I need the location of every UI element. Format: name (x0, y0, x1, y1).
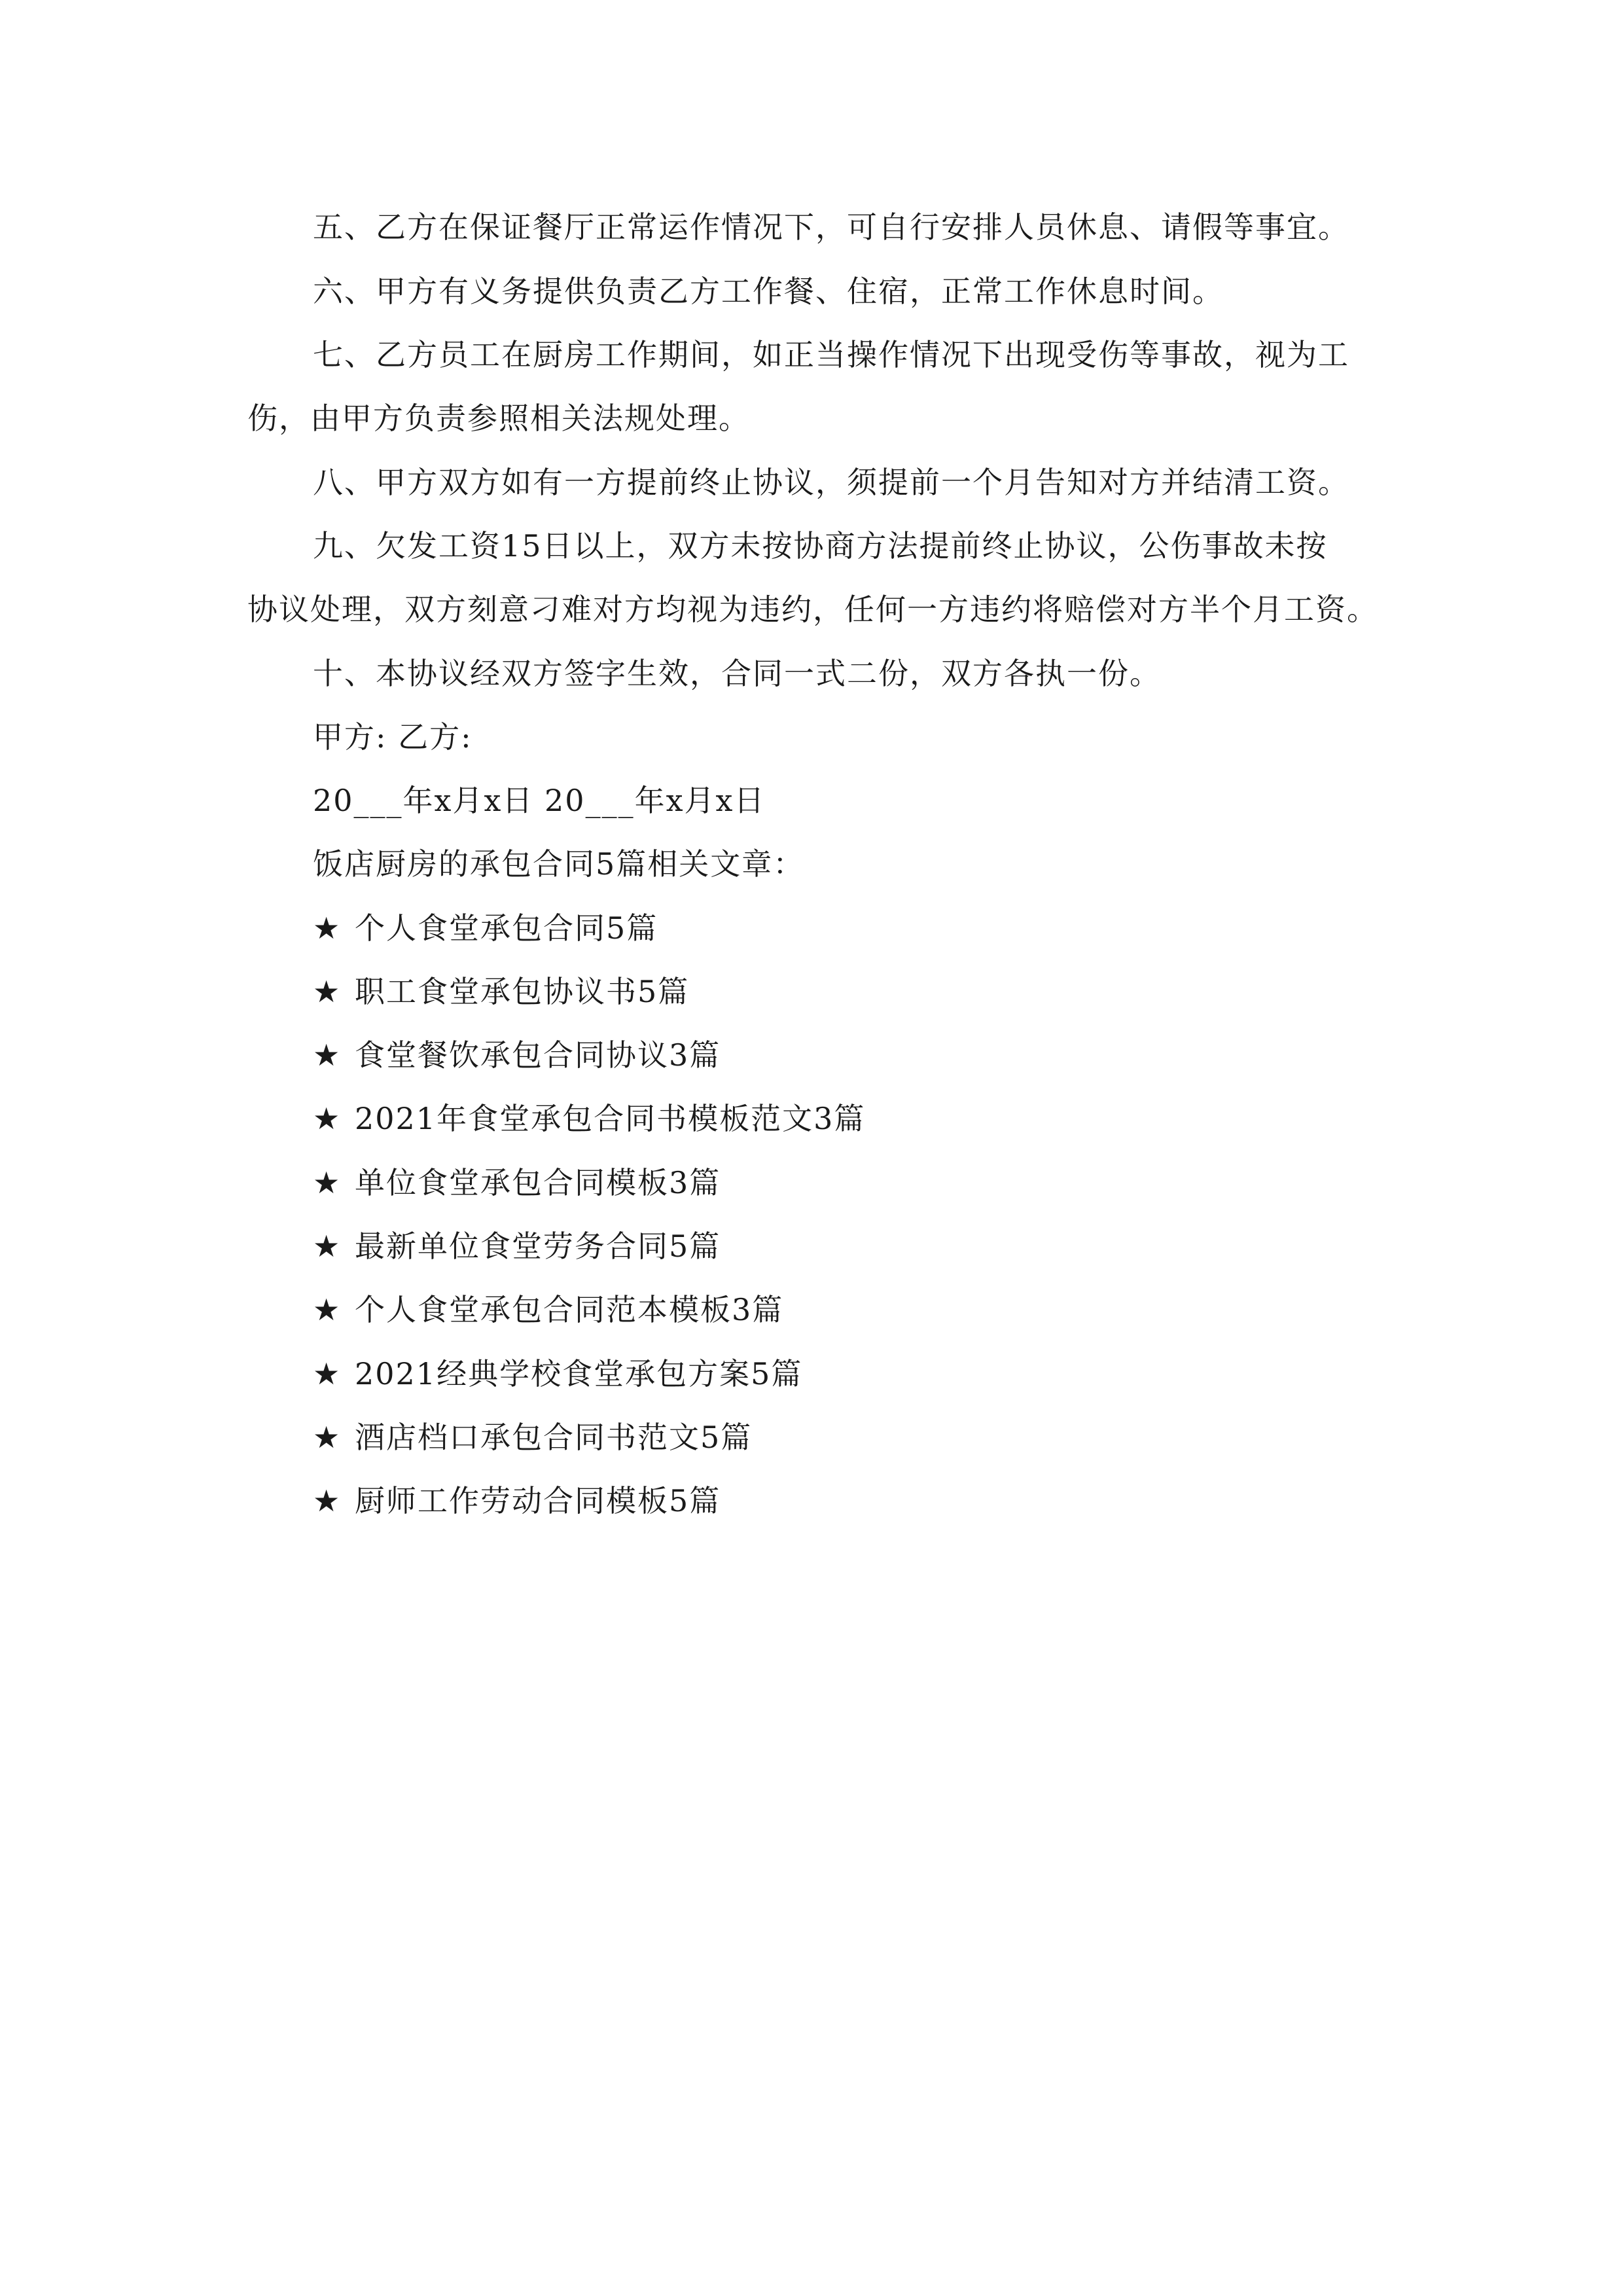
date-line: 20___年x月x日 20___年x月x日 (313, 783, 766, 818)
related-article-link[interactable] (313, 974, 690, 1009)
clause-10: 十、本协议经双方签字生效，合同一式二份，双方各执一份。 (313, 656, 1161, 691)
related-article-title: 食堂餐饮承包合同协议3篇 (355, 1037, 721, 1073)
related-article-title: 职工食堂承包协议书5篇 (355, 974, 690, 1009)
star-icon: ★ (313, 974, 342, 1009)
star-icon: ★ (313, 1420, 342, 1455)
related-article-link[interactable] (313, 1037, 721, 1073)
related-article-title: 酒店档口承包合同书范文5篇 (355, 1420, 753, 1455)
related-article-title: 厨师工作劳动合同模板5篇 (355, 1483, 721, 1518)
clause-7-line-1: 七、乙方员工在厨房工作期间，如正当操作情况下出现受伤等事故，视为工 (313, 337, 1349, 372)
signature-line: 甲方: 乙方: (313, 719, 473, 755)
star-icon: ★ (313, 1356, 342, 1391)
clause-8: 八、甲方双方如有一方提前终止协议，须提前一个月告知对方并结清工资。 (313, 465, 1349, 500)
related-article-link[interactable] (313, 1356, 803, 1391)
clause-6: 六、甲方有义务提供负责乙方工作餐、住宿，正常工作休息时间。 (313, 274, 1224, 309)
related-article-link[interactable] (313, 1483, 721, 1518)
star-icon: ★ (313, 1292, 342, 1327)
related-article-title: 2021经典学校食堂承包方案5篇 (355, 1356, 803, 1391)
related-article-title: 2021年食堂承包合同书模板范文3篇 (355, 1101, 866, 1136)
related-article-link[interactable] (313, 1420, 753, 1455)
related-article-link[interactable] (313, 1165, 721, 1200)
clause-5: 五、乙方在保证餐厅正常运作情况下，可自行安排人员休息、请假等事宜。 (313, 209, 1349, 245)
star-icon: ★ (313, 910, 342, 946)
star-icon: ★ (313, 1037, 342, 1073)
related-article-link[interactable] (313, 1292, 784, 1327)
clause-9-line-1: 九、欠发工资15日以上，双方未按协商方法提前终止协议，公伤事故未按 (313, 528, 1328, 564)
related-articles-heading: 饭店厨房的承包合同5篇相关文章： (313, 846, 805, 882)
related-article-link[interactable] (313, 1229, 721, 1264)
related-article-title: 最新单位食堂劳务合同5篇 (355, 1229, 721, 1264)
related-article-link[interactable] (313, 910, 658, 946)
clause-9-line-2: 协议处理，双方刻意刁难对方均视为违约，任何一方违约将赔偿对方半个月工资。 (247, 592, 1378, 627)
related-article-title: 单位食堂承包合同模板3篇 (355, 1165, 721, 1200)
clause-7-line-2: 伤，由甲方负责参照相关法规处理。 (247, 401, 750, 436)
related-article-link[interactable] (313, 1103, 865, 1134)
star-icon: ★ (313, 1165, 342, 1200)
star-icon: ★ (313, 1483, 342, 1518)
star-icon: ★ (313, 1101, 342, 1136)
related-article-title: 个人食堂承包合同范本模板3篇 (355, 1292, 784, 1327)
star-icon: ★ (313, 1229, 342, 1264)
related-article-title: 个人食堂承包合同5篇 (355, 910, 658, 946)
